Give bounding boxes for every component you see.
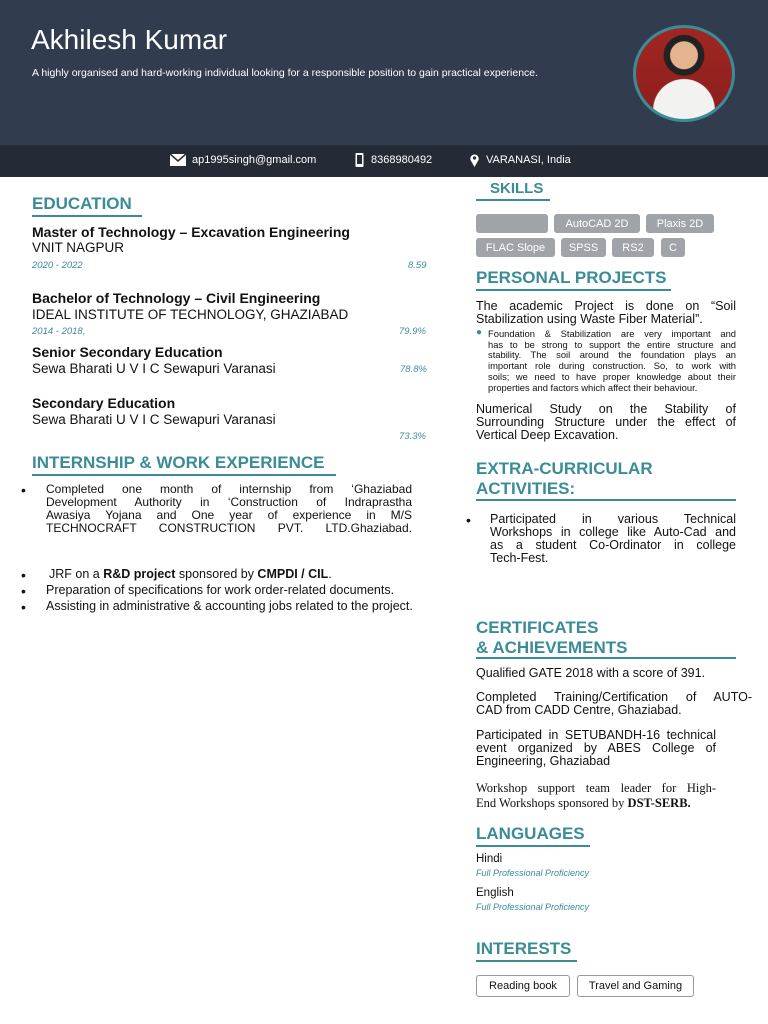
line: Workshops in college like Auto-Cad and [490, 525, 736, 539]
profile-photo [633, 25, 735, 122]
line: important role during construction. So, to work with [488, 360, 736, 372]
languages-underline [476, 845, 590, 847]
line: Awasiya Yojana and One year of experience in M/S [46, 508, 412, 522]
text: sponsored by [175, 567, 258, 581]
edu-score: 8.59 [408, 260, 427, 271]
line: soils; we need to have proper knowledge about their [488, 370, 736, 382]
contact-location [469, 153, 571, 167]
projects-underline [476, 289, 671, 291]
edu-institution: IDEAL INSTITUTE OF TECHNOLOGY, GHAZIABAD [32, 307, 349, 322]
bullet: • [466, 512, 471, 528]
edu-degree: Bachelor of Technology – Civil Engineering [32, 290, 321, 306]
line: Numerical Study on the Stability of [476, 402, 736, 416]
header [0, 0, 768, 145]
project-item [476, 403, 736, 442]
location-text: VARANASI, India [486, 154, 571, 166]
line: as a student Co-Ordinator in college [490, 538, 736, 552]
skills-title: SKILLS [490, 180, 544, 197]
certificate-item [476, 729, 716, 768]
edu-degree: Senior Secondary Education [32, 344, 223, 360]
edu-score: 73.3% [399, 431, 426, 442]
edu-institution: VNIT NAGPUR [32, 240, 125, 255]
internship-underline [32, 474, 336, 476]
certificate-item [476, 691, 752, 717]
line: Completed Training/Certification of AUTO- [476, 690, 752, 704]
line: CAD from CADD Centre, Ghaziabad. [476, 703, 682, 717]
summary: A highly organised and hard-working individual looking for a responsible position to gain practical experience. [32, 67, 539, 79]
interest-tag: Travel and Gaming [577, 975, 694, 997]
edu-degree: Master of Technology – Excavation Engineering [32, 224, 350, 240]
extra-item [490, 513, 736, 565]
line: Development Authority in ‘Construction of Indraprastha [46, 495, 412, 509]
extra-underline [476, 499, 736, 501]
phone-text: 8368980492 [371, 154, 433, 166]
certificate-item: Qualified GATE 2018 with a score of 391. [476, 666, 706, 680]
bullet: • [21, 599, 26, 615]
text: DST-SERB. [627, 796, 691, 810]
line: Foundation & Stabilization are very important and [488, 328, 736, 339]
certificates-underline [476, 657, 736, 659]
line: TECHNOCRAFT CONSTRUCTION PVT. LTD.Ghaziabad. [46, 521, 412, 535]
line: stability. The soil around the foundation plays an [488, 349, 736, 361]
line: event organized by ABES College of [476, 741, 716, 755]
line: Stabilization using Waste Fiber Material”. [476, 312, 703, 326]
location-pin-icon [469, 153, 480, 167]
line [476, 796, 716, 811]
interest-tag: Reading book [476, 975, 570, 997]
line: Workshop support team leader for High- [476, 781, 716, 795]
edu-institution: Sewa Bharati U V I C Sewapuri Varanasi [32, 361, 276, 376]
line: The academic Project is done on “Soil [476, 299, 736, 313]
bullet: • [21, 567, 26, 583]
edu-score: 78.8% [400, 364, 427, 375]
contact-phone[interactable] [354, 153, 432, 167]
skill-chip: Plaxis 2D [646, 214, 714, 233]
language-level: Full Professional Proficiency [476, 902, 590, 912]
extra-title: ACTIVITIES: [476, 479, 576, 498]
text: JRF on a [49, 567, 104, 581]
edu-institution: Sewa Bharati U V I C Sewapuri Varanasi [32, 412, 276, 427]
candidate-name: Akhilesh Kumar [31, 24, 228, 55]
line: Participated in SETUBANDH-16 technical [476, 728, 716, 742]
bullet: • [21, 583, 26, 599]
edu-dates: 2020 - 2022 [32, 260, 83, 271]
internship-item [46, 483, 412, 535]
language-name: English [476, 887, 514, 899]
skill-chip: C [661, 238, 685, 257]
text: R&D project [103, 567, 176, 581]
bullet: • [21, 482, 26, 498]
line: Engineering, Ghaziabad [476, 754, 611, 768]
interests-title: INTERESTS [476, 939, 572, 958]
project-item [476, 300, 736, 326]
skill-chip: SPSS [561, 238, 606, 257]
text: CMPDI / CIL [257, 567, 329, 581]
interests-underline [476, 960, 577, 962]
phone-icon [354, 153, 365, 167]
certificates-title: CERTIFICATES [476, 618, 599, 637]
line: Tech-Fest. [490, 551, 549, 565]
line: Participated in various Technical [490, 512, 736, 526]
line: Completed one month of internship from ‘Ghaziabad [46, 482, 412, 496]
extra-title: EXTRA-CURRICULAR [476, 459, 653, 478]
bullet: ● [476, 327, 483, 338]
text: . [328, 567, 332, 581]
contact-email[interactable] [170, 153, 316, 167]
email-icon [170, 153, 186, 167]
certificate-item [476, 781, 716, 811]
line: properties and factors which affect their behaviour. [488, 381, 698, 393]
education-underline [32, 215, 142, 217]
skill-chip: RS2 [612, 238, 654, 257]
line: has to be strong to support the entire structure and [488, 338, 736, 350]
skill-chip: AutoCAD 2D [554, 214, 640, 233]
edu-score: 79.9% [399, 326, 426, 337]
skill-chip: FLAC Slope [476, 238, 555, 257]
languages-title: LANGUAGES [476, 824, 585, 843]
internship-item [49, 568, 332, 581]
language-level: Full Professional Proficiency [476, 868, 590, 878]
text: End Workshops sponsored by [476, 796, 628, 810]
edu-degree: Secondary Education [32, 395, 176, 411]
certificates-title: & ACHIEVEMENTS [476, 638, 628, 657]
line: Vertical Deep Excavation. [476, 428, 619, 442]
project-subitem [488, 329, 736, 393]
internship-item: Preparation of specifications for work order-related documents. [46, 583, 395, 597]
skills-underline [476, 199, 550, 201]
line: Surrounding Structure under the effect of [476, 415, 736, 429]
internship-item: Assisting in administrative & accounting jobs related to the project. [46, 599, 413, 613]
projects-title: PERSONAL PROJECTS [476, 268, 667, 287]
internship-title: INTERNSHIP & WORK EXPERIENCE [32, 453, 325, 472]
skill-chip [476, 214, 548, 233]
email-text: ap1995singh@gmail.com [192, 154, 317, 166]
education-title: EDUCATION [32, 194, 132, 213]
edu-dates: 2014 - 2018, [32, 326, 86, 337]
language-name: Hindi [476, 853, 503, 865]
